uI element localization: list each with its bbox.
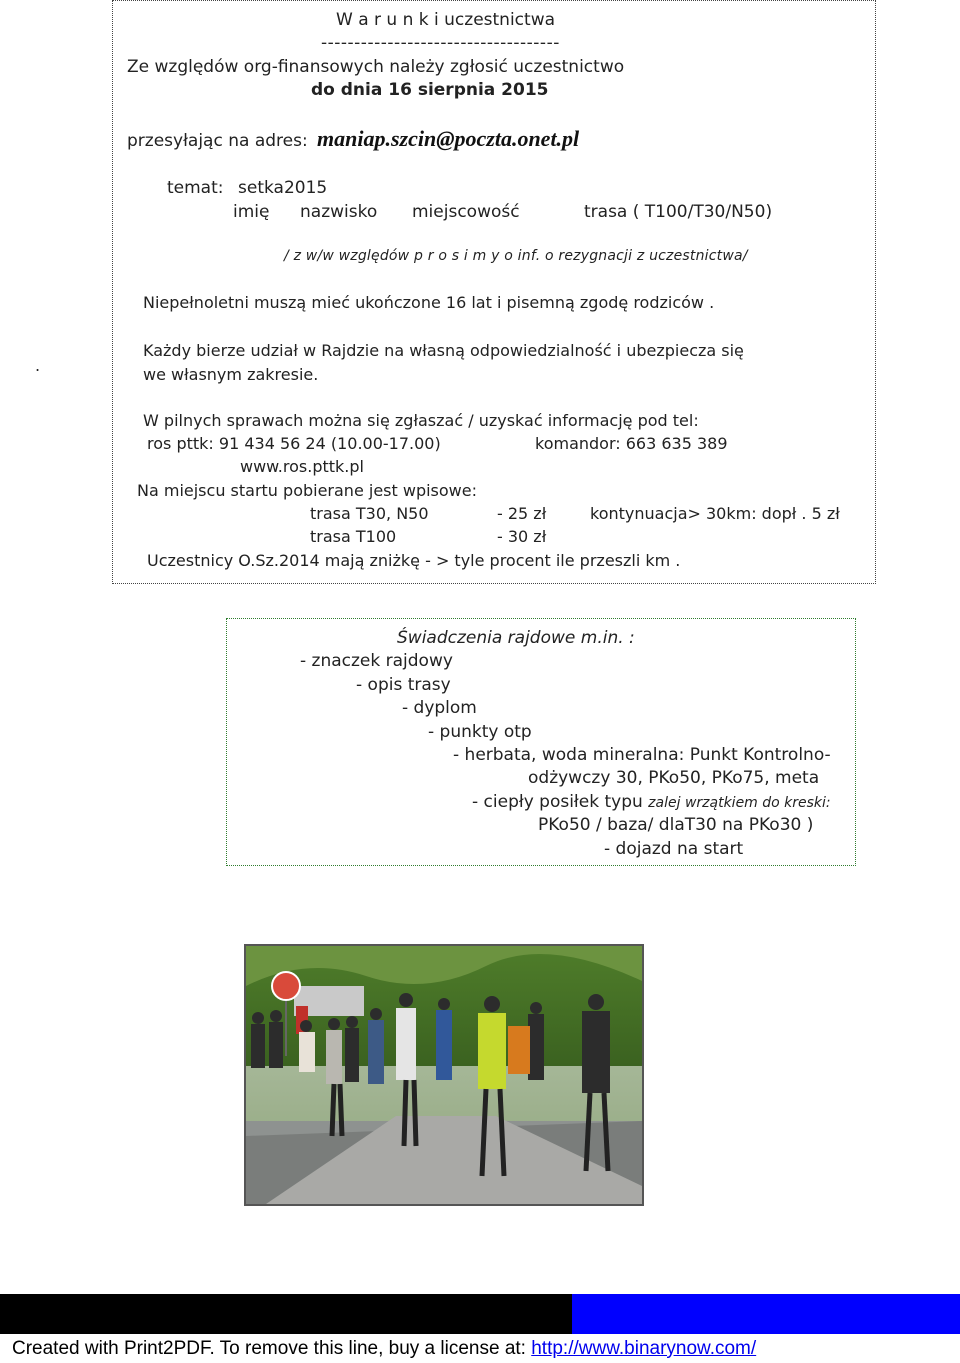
field-route: trasa ( T100/T30/N50) — [584, 202, 773, 222]
fee-intro: Na miejscu startu pobierane jest wpisowe: — [137, 481, 477, 500]
benefit-route-description: - opis trasy — [356, 675, 451, 695]
contact-intro: W pilnych sprawach można się zgłaszać / uzyskać informację pod tel: — [143, 411, 699, 430]
benefits-title: Świadczenia rajdowe m.in. : — [397, 628, 635, 648]
group-photo — [244, 944, 644, 1206]
benefit-transport: - dojazd na start — [604, 839, 744, 859]
field-city: miejscowość — [412, 202, 520, 222]
resignation-note: / z w/w względów p r o s i m y o inf. o rezygnacji z uczestnictwa/ — [284, 248, 748, 264]
website-link[interactable]: www.ros.pttk.pl — [240, 457, 364, 476]
minors-note: Niepełnoletni muszą mieć ukończone 16 lat i pisemną zgodę rodziców . — [143, 293, 715, 312]
benefit-hot-meal-label: - ciepły posiłek typu — [472, 792, 643, 812]
fee-t30-value: - 25 zł — [497, 504, 547, 523]
registration-deadline: do dnia 16 sierpnia 2015 — [311, 80, 549, 100]
benefit-hot-meal-locations: PKo50 / baza/ dlaT30 na PKo30 ) — [538, 815, 814, 835]
discount-note: Uczestnicy O.Sz.2014 mają zniżkę - > tyle procent ile przeszli km . — [147, 551, 681, 570]
subject-label: temat: — [167, 178, 224, 198]
footer-notice — [12, 1338, 756, 1360]
fee-continuation: kontynuacja> 30km: dopł . 5 zł — [590, 504, 840, 523]
group-photo-illustration — [246, 946, 642, 1204]
registration-text: Ze względów org-finansowych należy zgłosić uczestnictwo — [127, 57, 625, 77]
benefit-drinks-locations: odżywczy 30, PKo50, PKo75, meta — [528, 768, 820, 788]
contact-ros-phone: ros pttk: 91 434 56 24 (10.00-17.00) — [147, 434, 441, 453]
responsibility-line-2: we własnym zakresie. — [143, 365, 319, 384]
benefit-hot-meal — [472, 792, 831, 812]
benefit-hot-meal-note: zalej wrzątkiem do kreski: — [648, 795, 831, 811]
field-name: imię — [233, 202, 270, 222]
margin-dot: . — [35, 356, 41, 375]
benefit-diploma: - dyplom — [402, 698, 477, 718]
field-surname: nazwisko — [300, 202, 378, 222]
contact-commander-phone: komandor: 663 635 389 — [535, 434, 728, 453]
responsibility-line-1: Każdy bierze udział w Rajdzie na własną odpowiedzialność i ubezpiecza się — [143, 341, 744, 360]
title-underline: ------------------------------------ — [321, 33, 560, 53]
fee-t30-label: trasa T30, N50 — [310, 504, 429, 523]
email-link[interactable]: maniap.szcin@poczta.onet.pl — [317, 126, 580, 151]
footer-blue-bar — [572, 1294, 960, 1334]
subject-value: setka2015 — [238, 178, 328, 198]
footer-text: Created with Print2PDF. To remove this line, buy a license at: — [12, 1338, 532, 1359]
benefit-badge: - znaczek rajdowy — [300, 651, 453, 671]
benefit-otp-points: - punkty otp — [428, 722, 532, 742]
footer-link[interactable]: http://www.binarynow.com/ — [531, 1338, 757, 1359]
fee-t100-label: trasa T100 — [310, 527, 397, 546]
address-label: przesyłając na adres: — [127, 131, 308, 151]
benefit-drinks: - herbata, woda mineralna: Punkt Kontrolno- — [453, 745, 831, 765]
fee-t100-value: - 30 zł — [497, 527, 547, 546]
conditions-title: W a r u n k i uczestnictwa — [336, 10, 556, 30]
